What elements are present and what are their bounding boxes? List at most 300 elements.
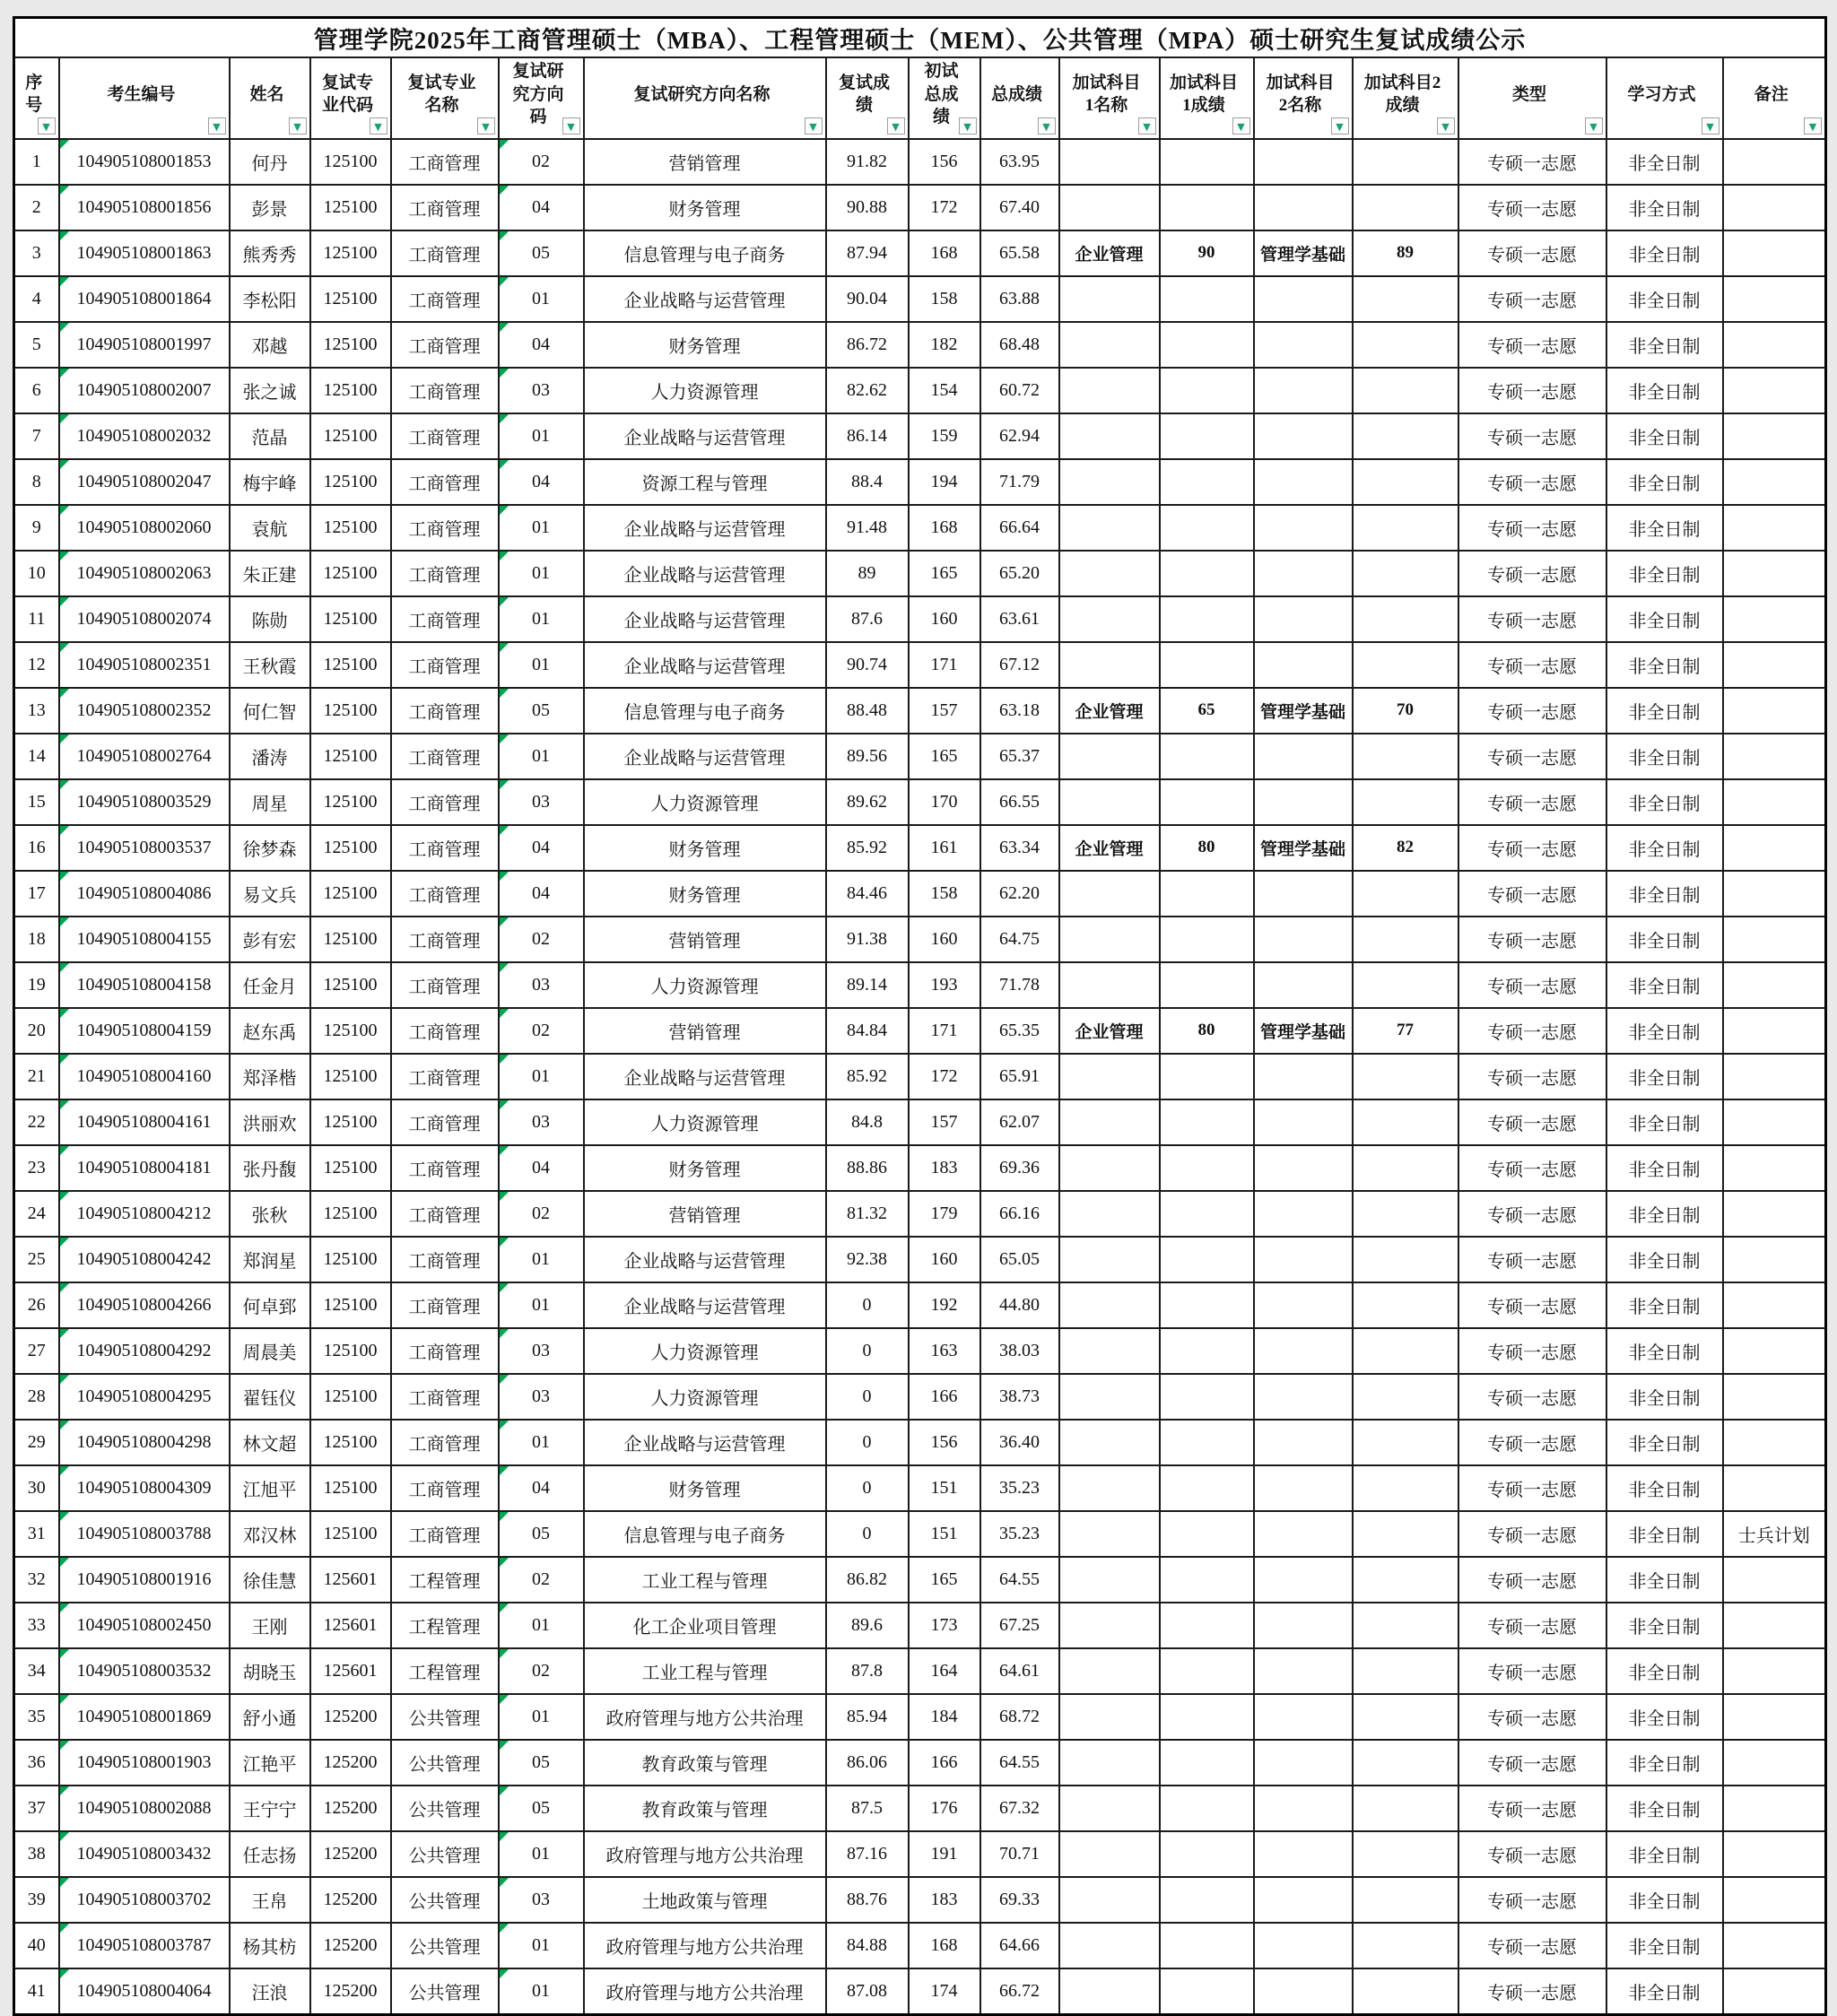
cell-addl_subj1_name[interactable] bbox=[1059, 459, 1160, 505]
cell-direction_code[interactable] bbox=[499, 139, 584, 185]
cell-addl_subj2_score[interactable] bbox=[1353, 779, 1458, 825]
cell-remark[interactable] bbox=[1723, 779, 1826, 825]
cell-index[interactable] bbox=[14, 1557, 59, 1603]
cell-initial_total_score[interactable] bbox=[909, 1603, 980, 1648]
cell-study_mode[interactable] bbox=[1606, 1328, 1723, 1374]
cell-total_score[interactable] bbox=[980, 1374, 1059, 1420]
cell-direction_name[interactable] bbox=[584, 505, 826, 551]
cell-study_mode[interactable] bbox=[1606, 1786, 1723, 1831]
cell-name[interactable] bbox=[230, 459, 310, 505]
cell-major_code[interactable] bbox=[310, 871, 391, 917]
cell-addl_subj2_score[interactable] bbox=[1353, 368, 1458, 413]
cell-index[interactable] bbox=[14, 1877, 59, 1923]
cell-index[interactable] bbox=[14, 459, 59, 505]
cell-addl_subj2_score[interactable] bbox=[1353, 734, 1458, 779]
cell-direction_code[interactable] bbox=[499, 1740, 584, 1786]
cell-remark[interactable] bbox=[1723, 368, 1826, 413]
cell-type[interactable] bbox=[1458, 139, 1606, 185]
cell-addl_subj2_name[interactable] bbox=[1254, 1465, 1353, 1511]
cell-index[interactable] bbox=[14, 1511, 59, 1557]
cell-type[interactable] bbox=[1458, 322, 1606, 368]
cell-initial_total_score[interactable] bbox=[909, 1831, 980, 1877]
cell-remark[interactable] bbox=[1723, 1191, 1826, 1237]
cell-total_score[interactable] bbox=[980, 734, 1059, 779]
cell-addl_subj1_name[interactable] bbox=[1059, 1740, 1160, 1786]
cell-addl_subj2_name[interactable] bbox=[1254, 1328, 1353, 1374]
cell-total_score[interactable] bbox=[980, 1465, 1059, 1511]
cell-addl_subj1_name[interactable] bbox=[1059, 1831, 1160, 1877]
cell-major_code[interactable] bbox=[310, 1008, 391, 1054]
cell-type[interactable] bbox=[1458, 368, 1606, 413]
cell-name[interactable] bbox=[230, 185, 310, 230]
cell-name[interactable] bbox=[230, 1099, 310, 1145]
cell-type[interactable] bbox=[1458, 642, 1606, 688]
cell-name[interactable] bbox=[230, 1694, 310, 1740]
cell-candidate_id[interactable] bbox=[59, 1786, 230, 1831]
cell-addl_subj2_name[interactable] bbox=[1254, 1923, 1353, 1968]
cell-name[interactable] bbox=[230, 1191, 310, 1237]
cell-initial_total_score[interactable] bbox=[909, 1465, 980, 1511]
cell-addl_subj1_score[interactable] bbox=[1160, 1054, 1254, 1099]
cell-major_code[interactable] bbox=[310, 1786, 391, 1831]
column-header-study_mode[interactable] bbox=[1606, 57, 1723, 139]
cell-initial_total_score[interactable] bbox=[909, 413, 980, 459]
cell-major_code[interactable] bbox=[310, 139, 391, 185]
cell-retest_score[interactable] bbox=[826, 185, 909, 230]
cell-retest_score[interactable] bbox=[826, 871, 909, 917]
cell-index[interactable] bbox=[14, 1923, 59, 1968]
cell-type[interactable] bbox=[1458, 1008, 1606, 1054]
cell-direction_code[interactable] bbox=[499, 413, 584, 459]
cell-type[interactable] bbox=[1458, 1328, 1606, 1374]
cell-addl_subj1_name[interactable] bbox=[1059, 917, 1160, 962]
cell-direction_code[interactable] bbox=[499, 322, 584, 368]
cell-addl_subj2_name[interactable] bbox=[1254, 917, 1353, 962]
cell-direction_code[interactable] bbox=[499, 1694, 584, 1740]
cell-remark[interactable] bbox=[1723, 1099, 1826, 1145]
cell-direction_code[interactable] bbox=[499, 688, 584, 734]
cell-initial_total_score[interactable] bbox=[909, 1877, 980, 1923]
cell-index[interactable] bbox=[14, 871, 59, 917]
cell-index[interactable] bbox=[14, 368, 59, 413]
cell-major_code[interactable] bbox=[310, 1282, 391, 1328]
filter-dropdown-icon[interactable]: ▼ bbox=[208, 117, 226, 135]
cell-direction_code[interactable] bbox=[499, 1282, 584, 1328]
cell-remark[interactable] bbox=[1723, 1008, 1826, 1054]
cell-addl_subj1_name[interactable] bbox=[1059, 1557, 1160, 1603]
cell-remark[interactable] bbox=[1723, 1511, 1826, 1557]
cell-major_code[interactable] bbox=[310, 917, 391, 962]
cell-name[interactable] bbox=[230, 1877, 310, 1923]
cell-direction_name[interactable] bbox=[584, 1968, 826, 2015]
cell-addl_subj1_score[interactable] bbox=[1160, 596, 1254, 642]
column-header-initial_total_score[interactable] bbox=[909, 57, 980, 139]
cell-retest_score[interactable] bbox=[826, 1374, 909, 1420]
filter-dropdown-icon[interactable]: ▼ bbox=[1232, 117, 1250, 135]
cell-type[interactable] bbox=[1458, 688, 1606, 734]
cell-major_name[interactable] bbox=[391, 322, 499, 368]
cell-addl_subj2_score[interactable] bbox=[1353, 1831, 1458, 1877]
cell-remark[interactable] bbox=[1723, 1786, 1826, 1831]
cell-remark[interactable] bbox=[1723, 596, 1826, 642]
cell-name[interactable] bbox=[230, 917, 310, 962]
cell-addl_subj1_score[interactable] bbox=[1160, 1282, 1254, 1328]
cell-addl_subj1_score[interactable] bbox=[1160, 1557, 1254, 1603]
cell-addl_subj1_name[interactable] bbox=[1059, 688, 1160, 734]
column-header-remark[interactable] bbox=[1723, 57, 1826, 139]
cell-addl_subj1_score[interactable] bbox=[1160, 1008, 1254, 1054]
cell-addl_subj2_name[interactable] bbox=[1254, 139, 1353, 185]
cell-addl_subj1_score[interactable] bbox=[1160, 734, 1254, 779]
cell-study_mode[interactable] bbox=[1606, 230, 1723, 276]
cell-addl_subj2_name[interactable] bbox=[1254, 1008, 1353, 1054]
cell-retest_score[interactable] bbox=[826, 1008, 909, 1054]
cell-name[interactable] bbox=[230, 734, 310, 779]
cell-initial_total_score[interactable] bbox=[909, 1740, 980, 1786]
filter-dropdown-icon[interactable]: ▼ bbox=[887, 117, 905, 135]
cell-direction_name[interactable] bbox=[584, 1008, 826, 1054]
cell-study_mode[interactable] bbox=[1606, 917, 1723, 962]
cell-addl_subj2_name[interactable] bbox=[1254, 1557, 1353, 1603]
cell-major_name[interactable] bbox=[391, 1237, 499, 1282]
cell-direction_name[interactable] bbox=[584, 1694, 826, 1740]
cell-name[interactable] bbox=[230, 1145, 310, 1191]
cell-major_name[interactable] bbox=[391, 368, 499, 413]
cell-initial_total_score[interactable] bbox=[909, 1557, 980, 1603]
cell-addl_subj2_score[interactable] bbox=[1353, 1420, 1458, 1465]
cell-addl_subj1_score[interactable] bbox=[1160, 1877, 1254, 1923]
cell-index[interactable] bbox=[14, 1237, 59, 1282]
cell-addl_subj2_name[interactable] bbox=[1254, 1374, 1353, 1420]
cell-major_name[interactable] bbox=[391, 276, 499, 322]
cell-major_code[interactable] bbox=[310, 642, 391, 688]
cell-direction_code[interactable] bbox=[499, 596, 584, 642]
cell-major_code[interactable] bbox=[310, 551, 391, 596]
cell-remark[interactable] bbox=[1723, 322, 1826, 368]
cell-addl_subj2_score[interactable] bbox=[1353, 1099, 1458, 1145]
cell-direction_code[interactable] bbox=[499, 505, 584, 551]
cell-retest_score[interactable] bbox=[826, 1786, 909, 1831]
cell-addl_subj1_score[interactable] bbox=[1160, 1511, 1254, 1557]
cell-major_code[interactable] bbox=[310, 962, 391, 1008]
cell-study_mode[interactable] bbox=[1606, 1877, 1723, 1923]
cell-retest_score[interactable] bbox=[826, 825, 909, 871]
cell-addl_subj2_name[interactable] bbox=[1254, 551, 1353, 596]
cell-type[interactable] bbox=[1458, 1099, 1606, 1145]
cell-study_mode[interactable] bbox=[1606, 1923, 1723, 1968]
cell-initial_total_score[interactable] bbox=[909, 139, 980, 185]
cell-name[interactable] bbox=[230, 1923, 310, 1968]
cell-addl_subj1_score[interactable] bbox=[1160, 368, 1254, 413]
column-header-direction_code[interactable] bbox=[499, 57, 584, 139]
filter-dropdown-icon[interactable]: ▼ bbox=[959, 117, 977, 135]
cell-study_mode[interactable] bbox=[1606, 1648, 1723, 1694]
cell-candidate_id[interactable] bbox=[59, 459, 230, 505]
cell-addl_subj2_name[interactable] bbox=[1254, 1191, 1353, 1237]
cell-direction_name[interactable] bbox=[584, 1374, 826, 1420]
cell-major_code[interactable] bbox=[310, 1511, 391, 1557]
filter-dropdown-icon[interactable]: ▼ bbox=[370, 117, 387, 135]
cell-study_mode[interactable] bbox=[1606, 1099, 1723, 1145]
cell-addl_subj1_name[interactable] bbox=[1059, 734, 1160, 779]
cell-remark[interactable] bbox=[1723, 1054, 1826, 1099]
cell-name[interactable] bbox=[230, 1237, 310, 1282]
cell-candidate_id[interactable] bbox=[59, 1420, 230, 1465]
cell-name[interactable] bbox=[230, 322, 310, 368]
cell-index[interactable] bbox=[14, 230, 59, 276]
cell-addl_subj1_name[interactable] bbox=[1059, 1694, 1160, 1740]
cell-initial_total_score[interactable] bbox=[909, 551, 980, 596]
cell-addl_subj2_score[interactable] bbox=[1353, 1054, 1458, 1099]
cell-index[interactable] bbox=[14, 825, 59, 871]
cell-direction_code[interactable] bbox=[499, 1465, 584, 1511]
cell-remark[interactable] bbox=[1723, 185, 1826, 230]
cell-study_mode[interactable] bbox=[1606, 1420, 1723, 1465]
cell-addl_subj2_score[interactable] bbox=[1353, 139, 1458, 185]
cell-addl_subj2_name[interactable] bbox=[1254, 368, 1353, 413]
cell-addl_subj2_name[interactable] bbox=[1254, 1648, 1353, 1694]
cell-candidate_id[interactable] bbox=[59, 1191, 230, 1237]
cell-direction_code[interactable] bbox=[499, 1786, 584, 1831]
cell-retest_score[interactable] bbox=[826, 779, 909, 825]
cell-index[interactable] bbox=[14, 1420, 59, 1465]
cell-addl_subj2_score[interactable] bbox=[1353, 688, 1458, 734]
cell-total_score[interactable] bbox=[980, 505, 1059, 551]
cell-remark[interactable] bbox=[1723, 642, 1826, 688]
cell-addl_subj2_score[interactable] bbox=[1353, 230, 1458, 276]
cell-name[interactable] bbox=[230, 1968, 310, 2015]
cell-candidate_id[interactable] bbox=[59, 596, 230, 642]
cell-study_mode[interactable] bbox=[1606, 551, 1723, 596]
cell-major_code[interactable] bbox=[310, 825, 391, 871]
cell-candidate_id[interactable] bbox=[59, 505, 230, 551]
cell-index[interactable] bbox=[14, 1465, 59, 1511]
cell-name[interactable] bbox=[230, 230, 310, 276]
cell-total_score[interactable] bbox=[980, 779, 1059, 825]
cell-index[interactable] bbox=[14, 642, 59, 688]
cell-name[interactable] bbox=[230, 505, 310, 551]
cell-study_mode[interactable] bbox=[1606, 413, 1723, 459]
cell-addl_subj1_name[interactable] bbox=[1059, 1511, 1160, 1557]
cell-major_name[interactable] bbox=[391, 688, 499, 734]
cell-type[interactable] bbox=[1458, 1786, 1606, 1831]
cell-addl_subj1_score[interactable] bbox=[1160, 779, 1254, 825]
cell-total_score[interactable] bbox=[980, 1603, 1059, 1648]
cell-direction_name[interactable] bbox=[584, 962, 826, 1008]
cell-major_code[interactable] bbox=[310, 1877, 391, 1923]
cell-major_name[interactable] bbox=[391, 1374, 499, 1420]
cell-total_score[interactable] bbox=[980, 1831, 1059, 1877]
cell-total_score[interactable] bbox=[980, 871, 1059, 917]
cell-addl_subj2_name[interactable] bbox=[1254, 1968, 1353, 2015]
cell-total_score[interactable] bbox=[980, 1877, 1059, 1923]
cell-major_name[interactable] bbox=[391, 825, 499, 871]
cell-addl_subj2_name[interactable] bbox=[1254, 185, 1353, 230]
cell-addl_subj1_score[interactable] bbox=[1160, 459, 1254, 505]
cell-type[interactable] bbox=[1458, 917, 1606, 962]
cell-major_code[interactable] bbox=[310, 230, 391, 276]
cell-index[interactable] bbox=[14, 1054, 59, 1099]
cell-addl_subj1_name[interactable] bbox=[1059, 1420, 1160, 1465]
cell-addl_subj2_score[interactable] bbox=[1353, 1145, 1458, 1191]
cell-index[interactable] bbox=[14, 917, 59, 962]
cell-addl_subj1_score[interactable] bbox=[1160, 505, 1254, 551]
cell-index[interactable] bbox=[14, 1968, 59, 2015]
cell-retest_score[interactable] bbox=[826, 413, 909, 459]
cell-retest_score[interactable] bbox=[826, 139, 909, 185]
cell-index[interactable] bbox=[14, 1694, 59, 1740]
cell-initial_total_score[interactable] bbox=[909, 1008, 980, 1054]
cell-type[interactable] bbox=[1458, 230, 1606, 276]
column-header-direction_name[interactable] bbox=[584, 57, 826, 139]
cell-direction_name[interactable] bbox=[584, 1420, 826, 1465]
cell-retest_score[interactable] bbox=[826, 1694, 909, 1740]
cell-major_code[interactable] bbox=[310, 1099, 391, 1145]
cell-type[interactable] bbox=[1458, 1374, 1606, 1420]
cell-remark[interactable] bbox=[1723, 1923, 1826, 1968]
cell-type[interactable] bbox=[1458, 871, 1606, 917]
cell-direction_name[interactable] bbox=[584, 1923, 826, 1968]
cell-direction_name[interactable] bbox=[584, 368, 826, 413]
cell-addl_subj2_score[interactable] bbox=[1353, 1603, 1458, 1648]
cell-addl_subj2_score[interactable] bbox=[1353, 505, 1458, 551]
cell-direction_name[interactable] bbox=[584, 779, 826, 825]
cell-major_name[interactable] bbox=[391, 1420, 499, 1465]
cell-index[interactable] bbox=[14, 1648, 59, 1694]
cell-direction_code[interactable] bbox=[499, 1511, 584, 1557]
cell-candidate_id[interactable] bbox=[59, 1237, 230, 1282]
cell-addl_subj2_score[interactable] bbox=[1353, 185, 1458, 230]
cell-major_code[interactable] bbox=[310, 1831, 391, 1877]
cell-addl_subj2_score[interactable] bbox=[1353, 1968, 1458, 2015]
cell-candidate_id[interactable] bbox=[59, 368, 230, 413]
cell-remark[interactable] bbox=[1723, 825, 1826, 871]
cell-addl_subj1_score[interactable] bbox=[1160, 1923, 1254, 1968]
cell-direction_code[interactable] bbox=[499, 1099, 584, 1145]
cell-remark[interactable] bbox=[1723, 1374, 1826, 1420]
cell-addl_subj2_score[interactable] bbox=[1353, 917, 1458, 962]
cell-direction_name[interactable] bbox=[584, 1054, 826, 1099]
cell-candidate_id[interactable] bbox=[59, 1603, 230, 1648]
cell-type[interactable] bbox=[1458, 1282, 1606, 1328]
cell-major_code[interactable] bbox=[310, 1603, 391, 1648]
cell-index[interactable] bbox=[14, 505, 59, 551]
cell-direction_code[interactable] bbox=[499, 1877, 584, 1923]
cell-remark[interactable] bbox=[1723, 459, 1826, 505]
cell-initial_total_score[interactable] bbox=[909, 734, 980, 779]
cell-direction_code[interactable] bbox=[499, 1145, 584, 1191]
column-header-addl_subj2_name[interactable] bbox=[1254, 57, 1353, 139]
cell-retest_score[interactable] bbox=[826, 1099, 909, 1145]
cell-addl_subj2_name[interactable] bbox=[1254, 505, 1353, 551]
cell-index[interactable] bbox=[14, 1786, 59, 1831]
cell-name[interactable] bbox=[230, 596, 310, 642]
cell-major_name[interactable] bbox=[391, 1968, 499, 2015]
cell-major_name[interactable] bbox=[391, 413, 499, 459]
cell-addl_subj2_score[interactable] bbox=[1353, 1877, 1458, 1923]
cell-study_mode[interactable] bbox=[1606, 871, 1723, 917]
cell-major_name[interactable] bbox=[391, 1557, 499, 1603]
cell-addl_subj2_name[interactable] bbox=[1254, 1511, 1353, 1557]
cell-addl_subj1_score[interactable] bbox=[1160, 962, 1254, 1008]
cell-retest_score[interactable] bbox=[826, 368, 909, 413]
cell-candidate_id[interactable] bbox=[59, 962, 230, 1008]
cell-index[interactable] bbox=[14, 1740, 59, 1786]
cell-name[interactable] bbox=[230, 642, 310, 688]
cell-addl_subj1_name[interactable] bbox=[1059, 871, 1160, 917]
cell-retest_score[interactable] bbox=[826, 1877, 909, 1923]
cell-addl_subj2_score[interactable] bbox=[1353, 871, 1458, 917]
cell-candidate_id[interactable] bbox=[59, 322, 230, 368]
cell-direction_name[interactable] bbox=[584, 1191, 826, 1237]
filter-dropdown-icon[interactable]: ▼ bbox=[1331, 117, 1349, 135]
cell-addl_subj2_name[interactable] bbox=[1254, 1786, 1353, 1831]
cell-retest_score[interactable] bbox=[826, 688, 909, 734]
cell-addl_subj2_name[interactable] bbox=[1254, 1054, 1353, 1099]
cell-direction_name[interactable] bbox=[584, 1603, 826, 1648]
cell-remark[interactable] bbox=[1723, 230, 1826, 276]
cell-name[interactable] bbox=[230, 1648, 310, 1694]
cell-addl_subj1_name[interactable] bbox=[1059, 1282, 1160, 1328]
cell-retest_score[interactable] bbox=[826, 1968, 909, 2015]
cell-major_name[interactable] bbox=[391, 1054, 499, 1099]
cell-major_name[interactable] bbox=[391, 1923, 499, 1968]
column-header-candidate_id[interactable] bbox=[59, 57, 230, 139]
cell-name[interactable] bbox=[230, 779, 310, 825]
cell-addl_subj2_score[interactable] bbox=[1353, 1511, 1458, 1557]
column-header-addl_subj2_score[interactable] bbox=[1353, 57, 1458, 139]
cell-name[interactable] bbox=[230, 1054, 310, 1099]
cell-study_mode[interactable] bbox=[1606, 1694, 1723, 1740]
cell-index[interactable] bbox=[14, 1328, 59, 1374]
cell-initial_total_score[interactable] bbox=[909, 1145, 980, 1191]
cell-type[interactable] bbox=[1458, 459, 1606, 505]
cell-addl_subj2_name[interactable] bbox=[1254, 1145, 1353, 1191]
cell-type[interactable] bbox=[1458, 1145, 1606, 1191]
cell-direction_name[interactable] bbox=[584, 1099, 826, 1145]
cell-candidate_id[interactable] bbox=[59, 779, 230, 825]
cell-direction_code[interactable] bbox=[499, 1648, 584, 1694]
cell-index[interactable] bbox=[14, 1282, 59, 1328]
cell-remark[interactable] bbox=[1723, 688, 1826, 734]
cell-major_name[interactable] bbox=[391, 1603, 499, 1648]
cell-type[interactable] bbox=[1458, 1740, 1606, 1786]
column-header-addl_subj1_name[interactable] bbox=[1059, 57, 1160, 139]
cell-addl_subj1_score[interactable] bbox=[1160, 185, 1254, 230]
cell-name[interactable] bbox=[230, 413, 310, 459]
cell-direction_name[interactable] bbox=[584, 734, 826, 779]
cell-major_code[interactable] bbox=[310, 1968, 391, 2015]
cell-candidate_id[interactable] bbox=[59, 1694, 230, 1740]
cell-direction_code[interactable] bbox=[499, 1237, 584, 1282]
column-header-major_name[interactable] bbox=[391, 57, 499, 139]
cell-major_name[interactable] bbox=[391, 139, 499, 185]
cell-addl_subj1_name[interactable] bbox=[1059, 505, 1160, 551]
cell-initial_total_score[interactable] bbox=[909, 322, 980, 368]
cell-addl_subj1_score[interactable] bbox=[1160, 1603, 1254, 1648]
cell-candidate_id[interactable] bbox=[59, 139, 230, 185]
cell-remark[interactable] bbox=[1723, 1465, 1826, 1511]
cell-total_score[interactable] bbox=[980, 459, 1059, 505]
cell-study_mode[interactable] bbox=[1606, 1831, 1723, 1877]
cell-direction_name[interactable] bbox=[584, 1237, 826, 1282]
cell-candidate_id[interactable] bbox=[59, 1557, 230, 1603]
cell-addl_subj1_name[interactable] bbox=[1059, 185, 1160, 230]
cell-addl_subj1_name[interactable] bbox=[1059, 1968, 1160, 2015]
cell-addl_subj1_score[interactable] bbox=[1160, 276, 1254, 322]
cell-retest_score[interactable] bbox=[826, 551, 909, 596]
cell-addl_subj2_name[interactable] bbox=[1254, 1740, 1353, 1786]
